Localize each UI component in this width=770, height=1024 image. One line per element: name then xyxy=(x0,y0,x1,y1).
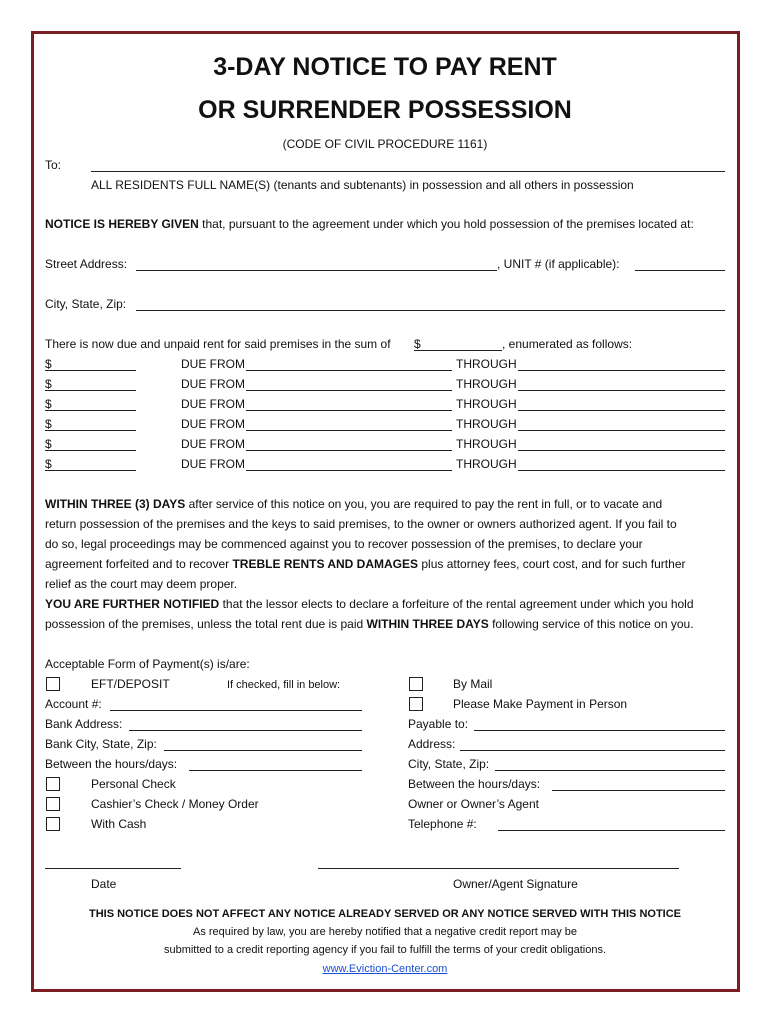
cashiers-check-checkbox[interactable] xyxy=(46,797,60,811)
street-label: Street Address: xyxy=(45,257,128,271)
row-amount-field[interactable] xyxy=(45,430,136,431)
telephone-label: Telephone #: xyxy=(408,817,477,831)
title-line-1: 3-DAY NOTICE TO PAY RENT xyxy=(213,53,557,81)
row-through-date-field[interactable] xyxy=(518,390,725,391)
row-through: THROUGH xyxy=(456,417,517,431)
hours-label-right: Between the hours/days: xyxy=(408,777,541,791)
paragraph-1-text-1: after service of this notice on you, you are required to pay the rent in full, or to vacate and xyxy=(185,497,663,511)
to-label: To: xyxy=(45,158,62,172)
footer-credit-line-2: submitted to a credit reporting agency if you fail to fulfill the terms of your credit obligations. xyxy=(163,944,607,956)
due-outro: , enumerated as follows: xyxy=(502,337,633,351)
city-right-label: City, State, Zip: xyxy=(408,757,490,771)
signature-field[interactable] xyxy=(318,868,679,869)
notice-given-line xyxy=(45,216,694,232)
row-due-from: DUE FROM xyxy=(181,357,245,371)
row-through-date-field[interactable] xyxy=(518,430,725,431)
row-dollar: $ xyxy=(45,397,52,411)
row-through: THROUGH xyxy=(456,397,517,411)
footer-disclaimer: THIS NOTICE DOES NOT AFFECT ANY NOTICE ALREADY SERVED OR ANY NOTICE SERVED WITH THIS NOTICE xyxy=(88,908,682,920)
row-through: THROUGH xyxy=(456,437,517,451)
row-through-date-field[interactable] xyxy=(518,450,725,451)
row-through-date-field[interactable] xyxy=(518,370,725,371)
date-label: Date xyxy=(91,877,117,891)
bank-city-label: Bank City, State, Zip: xyxy=(45,737,157,751)
telephone-field[interactable] xyxy=(498,830,725,831)
paragraph-1-line-5: relief as the court may deem proper. xyxy=(45,577,238,591)
eft-note: If checked, fill in below: xyxy=(227,679,341,691)
payable-to-field[interactable] xyxy=(474,730,725,731)
residents-caption: ALL RESIDENTS FULL NAME(S) (tenants and subtenants) in possession and all others in possession xyxy=(91,178,634,192)
row-due-from: DUE FROM xyxy=(181,377,245,391)
cashiers-check-label: Cashier’s Check / Money Order xyxy=(91,797,259,811)
personal-check-checkbox[interactable] xyxy=(46,777,60,791)
paragraph-2-text-2b: following service of this notice on you. xyxy=(488,617,694,631)
treble-rents-bold: TREBLE RENTS AND DAMAGES xyxy=(232,557,419,571)
payment-heading: Acceptable Form of Payment(s) is/are: xyxy=(45,657,250,671)
personal-check-label: Personal Check xyxy=(91,777,176,791)
city-state-zip-field[interactable] xyxy=(136,310,725,311)
city-label: City, State, Zip: xyxy=(45,297,127,311)
row-due-from: DUE FROM xyxy=(181,417,245,431)
further-notified-bold: YOU ARE FURTHER NOTIFIED xyxy=(45,597,220,611)
notice-given-text: that, pursuant to the agreement under which you hold possession of the premises located at: xyxy=(198,217,694,231)
row-due-from: DUE FROM xyxy=(181,437,245,451)
residents-name-field[interactable] xyxy=(91,171,725,172)
footer-credit-line-1: As required by law, you are hereby notified that a negative credit report may be xyxy=(193,926,577,938)
footer-website-link[interactable]: www.Eviction-Center.com xyxy=(322,963,448,975)
owner-agent-label: Owner or Owner’s Agent xyxy=(408,797,539,811)
row-dollar: $ xyxy=(45,437,52,451)
date-field[interactable] xyxy=(45,868,181,869)
hours-field-right[interactable] xyxy=(552,790,725,791)
row-through-date-field[interactable] xyxy=(518,470,725,471)
notice-given-bold: NOTICE IS HEREBY GIVEN xyxy=(45,217,199,231)
paragraph-2-text-2a: possession of the premises, unless the total rent due is paid xyxy=(45,617,367,631)
paragraph-2-text-1: that the lessor elects to declare a forfeiture of the rental agreement under which you hold xyxy=(219,597,694,611)
within-three-days-bold-2: WITHIN THREE DAYS xyxy=(366,617,489,631)
bank-address-field[interactable] xyxy=(129,730,362,731)
address-label: Address: xyxy=(408,737,456,751)
cash-label: With Cash xyxy=(91,817,147,831)
row-through: THROUGH xyxy=(456,377,517,391)
hours-label-left: Between the hours/days: xyxy=(45,757,178,771)
row-through: THROUGH xyxy=(456,357,517,371)
paragraph-1-line-3: do so, legal proceedings may be commenced against you to recover possession of the premises, to declare your xyxy=(45,537,643,551)
address-field[interactable] xyxy=(460,750,725,751)
row-from-date-field[interactable] xyxy=(246,370,452,371)
due-sum-field[interactable] xyxy=(414,350,502,351)
payable-to-label: Payable to: xyxy=(408,717,469,731)
row-dollar: $ xyxy=(45,377,52,391)
paragraph-2-line-1 xyxy=(45,596,694,612)
by-mail-checkbox[interactable] xyxy=(409,677,423,691)
title-line-2: OR SURRENDER POSSESSION xyxy=(198,96,572,124)
row-amount-field[interactable] xyxy=(45,410,136,411)
row-from-date-field[interactable] xyxy=(246,410,452,411)
row-from-date-field[interactable] xyxy=(246,430,452,431)
in-person-checkbox[interactable] xyxy=(409,697,423,711)
cash-checkbox[interactable] xyxy=(46,817,60,831)
row-dollar: $ xyxy=(45,357,52,371)
paragraph-1-text-4b: plus attorney fees, court cost, and for such further xyxy=(418,557,686,571)
bank-city-field[interactable] xyxy=(164,750,362,751)
row-due-from: DUE FROM xyxy=(181,397,245,411)
unit-field[interactable] xyxy=(635,270,725,271)
due-intro: There is now due and unpaid rent for said premises in the sum of xyxy=(45,337,391,351)
row-amount-field[interactable] xyxy=(45,390,136,391)
row-from-date-field[interactable] xyxy=(246,450,452,451)
due-dollar-sign: $ xyxy=(414,337,421,351)
row-from-date-field[interactable] xyxy=(246,470,452,471)
bank-address-label: Bank Address: xyxy=(45,717,123,731)
row-dollar: $ xyxy=(45,457,52,471)
row-from-date-field[interactable] xyxy=(246,390,452,391)
code-reference: (CODE OF CIVIL PROCEDURE 1161) xyxy=(282,137,488,151)
paragraph-1-line-4 xyxy=(45,556,685,572)
eft-label: EFT/DEPOSIT xyxy=(91,677,170,691)
by-mail-label: By Mail xyxy=(453,677,493,691)
within-three-days-bold: WITHIN THREE (3) DAYS xyxy=(45,497,186,511)
in-person-label: Please Make Payment in Person xyxy=(453,697,628,711)
eft-checkbox[interactable] xyxy=(46,677,60,691)
row-through-date-field[interactable] xyxy=(518,410,725,411)
street-address-field[interactable] xyxy=(136,270,497,271)
unit-label: , UNIT # (if applicable): xyxy=(497,257,620,271)
paragraph-2-line-2 xyxy=(45,616,694,632)
row-amount-field[interactable] xyxy=(45,470,136,471)
row-amount-field[interactable] xyxy=(45,450,136,451)
row-amount-field[interactable] xyxy=(45,370,136,371)
paragraph-1-text-4a: agreement forfeited and to recover xyxy=(45,557,233,571)
account-field[interactable] xyxy=(110,710,362,711)
footer-link-wrap xyxy=(0,961,770,977)
paragraph-1-line-2: return possession of the premises and the keys to said premises, to the owner or owners authorized agent. If you fail to xyxy=(45,517,677,531)
city-right-field[interactable] xyxy=(495,770,725,771)
row-through: THROUGH xyxy=(456,457,517,471)
hours-field-left[interactable] xyxy=(189,770,362,771)
row-due-from: DUE FROM xyxy=(181,457,245,471)
row-dollar: $ xyxy=(45,417,52,431)
account-label: Account #: xyxy=(45,697,102,711)
signature-label: Owner/Agent Signature xyxy=(453,877,578,891)
paragraph-1-line-1 xyxy=(45,496,662,512)
